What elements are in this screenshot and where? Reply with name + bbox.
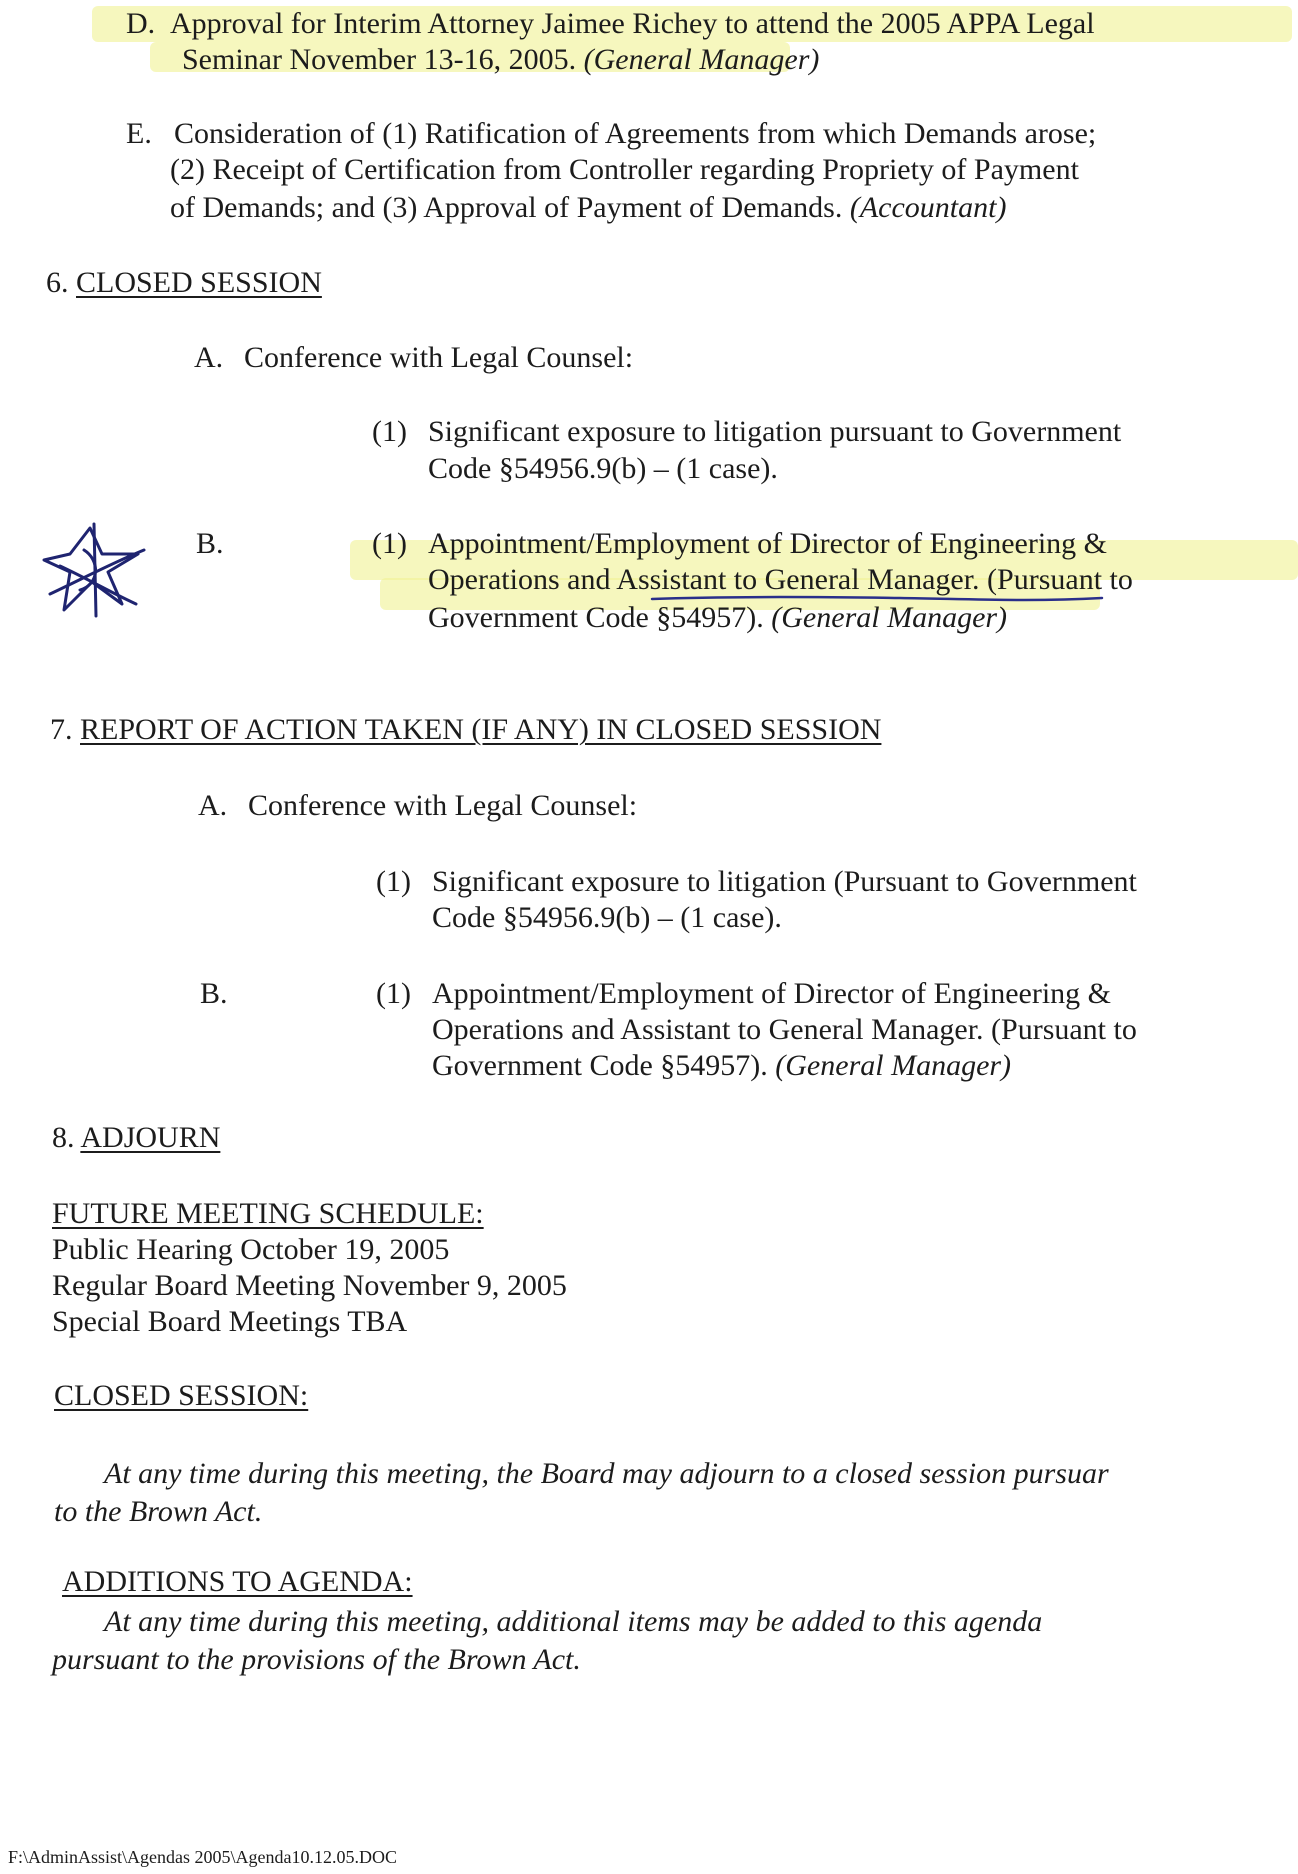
section-7b-label: B.	[200, 977, 228, 1010]
section-7a1-line2: Code §54956.9(b) – (1 case).	[432, 901, 782, 934]
section-6a1-line2: Code §54956.9(b) – (1 case).	[428, 452, 778, 485]
section-6b-label: B.	[196, 527, 224, 560]
additions-heading: ADDITIONS TO AGENDA:	[62, 1565, 413, 1598]
section-7b1-line2: Operations and Assistant to General Manager. (Pursuant to	[432, 1013, 1137, 1046]
item-e-label: E.	[126, 117, 152, 150]
section-7b1-line3	[432, 1048, 1011, 1084]
section-7b1-presenter: (General Manager)	[775, 1049, 1012, 1082]
section-7a-label: A.	[198, 789, 228, 822]
file-path-footer: F:\AdminAssist\Agendas 2005\Agenda10.12.05.DOC	[8, 1847, 397, 1867]
section-8-heading	[52, 1120, 220, 1156]
additions-note-line1: At any time during this meeting, additional items may be added to this agenda	[104, 1605, 1043, 1638]
item-d-line1: Approval for Interim Attorney Jaimee Richey to attend the 2005 APPA Legal	[170, 7, 1095, 40]
section-6b1-underlined-phrase: Assistant to General Manager.	[616, 563, 980, 596]
section-7b1-line1: Appointment/Employment of Director of Engineering &	[432, 977, 1112, 1010]
additions-note-line2: pursuant to the provisions of the Brown Act.	[52, 1643, 581, 1676]
section-7b1-number: (1)	[376, 977, 411, 1010]
item-d-line2-text: Seminar November 13-16, 2005.	[182, 43, 584, 76]
section-6b1-number: (1)	[372, 527, 407, 560]
section-6a-text: Conference with Legal Counsel:	[244, 341, 634, 374]
closed-session-note-line1: At any time during this meeting, the Board may adjourn to a closed session pursuar	[104, 1457, 1109, 1490]
section-8-number: 8.	[52, 1121, 81, 1154]
section-7a1-line1: Significant exposure to litigation (Pursuant to Government	[432, 865, 1137, 898]
section-6-title: CLOSED SESSION	[76, 266, 322, 299]
pen-underline-mark	[650, 592, 1110, 606]
item-e-line2: (2) Receipt of Certification from Controller regarding Propriety of Payment	[170, 153, 1079, 186]
section-6b1-presenter: (General Manager)	[771, 601, 1008, 634]
section-6b1-line2-end: (Pursuant to	[979, 563, 1133, 596]
section-7a-text: Conference with Legal Counsel:	[248, 789, 638, 822]
section-7b1-line3-text: Government Code §54957).	[432, 1049, 776, 1082]
section-6b1-line2-start: Operations and	[428, 563, 617, 596]
section-6-number: 6.	[46, 266, 76, 299]
item-e-presenter: (Accountant)	[849, 191, 1007, 224]
future-meeting-item: Regular Board Meeting November 9, 2005	[52, 1269, 567, 1302]
section-6a-label: A.	[194, 341, 224, 374]
item-e-line1: Consideration of (1) Ratification of Agreements from which Demands arose;	[174, 117, 1097, 150]
section-7-number: 7.	[50, 713, 80, 746]
section-6-heading	[46, 265, 322, 301]
section-7-title: REPORT OF ACTION TAKEN (IF ANY) IN CLOSED SESSION	[80, 713, 882, 746]
item-e-line3-text: of Demands; and (3) Approval of Payment of Demands.	[170, 191, 850, 224]
section-7a1-number: (1)	[376, 865, 411, 898]
closed-session-note-heading: CLOSED SESSION:	[54, 1379, 309, 1412]
section-6b1-line1: Appointment/Employment of Director of Engineering &	[428, 527, 1108, 560]
section-8-title: ADJOURN	[80, 1121, 221, 1154]
closed-session-note-line2: to the Brown Act.	[54, 1495, 263, 1528]
section-6a1-number: (1)	[372, 415, 407, 448]
section-6b1-line3-text: Government Code §54957).	[428, 601, 772, 634]
future-meeting-item: Special Board Meetings TBA	[52, 1305, 408, 1338]
item-d-label: D.	[126, 7, 156, 40]
future-meetings-heading: FUTURE MEETING SCHEDULE:	[52, 1197, 484, 1230]
item-d-presenter: (General Manager)	[583, 43, 820, 76]
item-e-line3	[170, 190, 1006, 226]
item-d-line2	[182, 42, 819, 78]
future-meeting-item: Public Hearing October 19, 2005	[52, 1233, 450, 1266]
handwritten-star-icon	[40, 520, 150, 620]
section-7-heading	[50, 712, 881, 748]
section-6a1-line1: Significant exposure to litigation pursuant to Government	[428, 415, 1122, 448]
